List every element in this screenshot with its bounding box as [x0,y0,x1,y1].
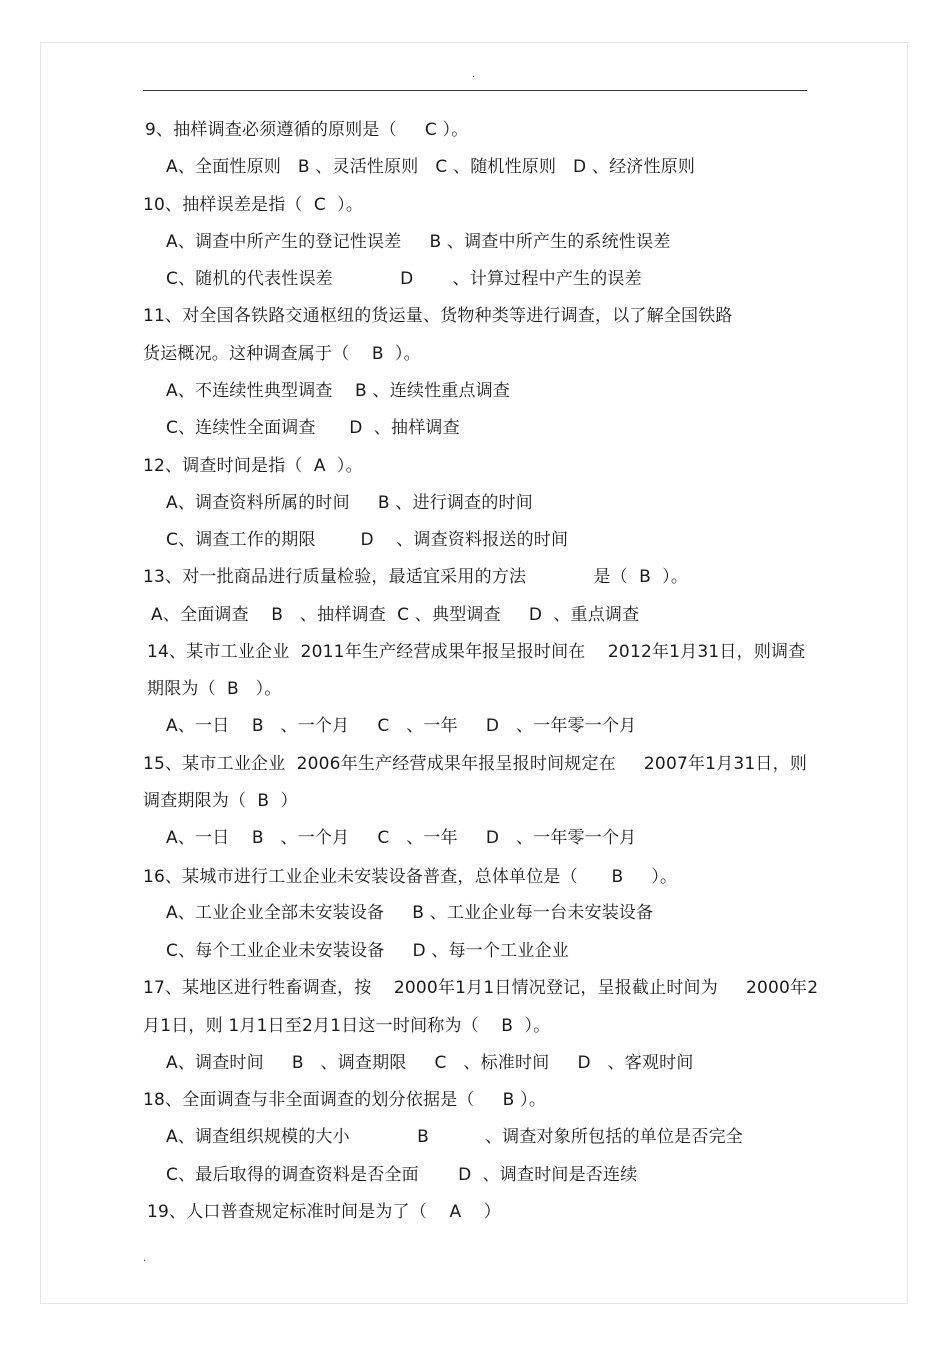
question-10-options-ab: A、调查中所产生的登记性误差 B 、调查中所产生的系统性误差 [166,232,671,252]
question-12-options-ab: A、调查资料所属的时间 B 、进行调查的时间 [166,493,533,513]
question-10: 10、抽样误差是指（ C ）。 [143,195,364,215]
question-11-options-cd: C、连续性全面调查 D 、抽样调查 [166,418,460,438]
question-16-options-ab: A、工业企业全部未安装设备 B 、工业企业每一台未安装设备 [166,903,654,923]
question-11: 11、对全国各铁路交通枢纽的货运量、货物种类等进行调查，以了解全国铁路 [143,306,733,326]
header-dot: . [472,69,476,80]
question-9: 9、抽样调查必须遵循的原则是（ C ）。 [145,120,469,140]
question-12-options-cd: C、调查工作的期限 D 、调查资料报送的时间 [166,530,569,550]
question-16: 16、某城市进行工业企业未安装设备普查，总体单位是（ B ）。 [143,867,678,887]
question-18: 18、全面调查与非全面调查的划分依据是（ B ）。 [143,1090,547,1110]
question-15: 15、某市工业企业 2006年生产经营成果年报呈报时间规定在 2007年1月31日，则 [143,754,808,774]
question-18-options-ab: A、调查组织规模的大小 B 、调查对象所包括的单位是否完全 [166,1127,743,1147]
question-19: 19、人口普查规定标准时间是为了（ A ） [147,1202,501,1222]
question-15-options: A、一日 B 、一个月 C 、一年 D 、一年零一个月 [166,828,637,848]
question-14-continued: 期限为（ B ）。 [147,679,282,699]
question-15-continued: 调查期限为（ B ） [143,791,298,811]
question-14-options: A、一日 B 、一个月 C 、一年 D 、一年零一个月 [166,716,637,736]
question-13-options: A、全面调查 B 、抽样调查 C 、典型调查 D 、重点调查 [151,605,640,625]
question-17-continued: 月1日，则 1月1日至2月1日这一时间称为（ B ）。 [143,1016,551,1036]
question-14: 14、某市工业企业 2011年生产经营成果年报呈报时间在 2012年1月31日，则调查 [147,642,806,662]
question-18-options-cd: C、最后取得的调查资料是否全面 D 、调查时间是否连续 [166,1165,638,1185]
header-rule [143,90,807,91]
question-17-options: A、调查时间 B 、调查期限 C 、标准时间 D 、客观时间 [166,1053,694,1073]
question-11-options-ab: A、不连续性典型调查 B 、连续性重点调查 [166,381,511,401]
footer-dot: . [143,1253,147,1264]
question-9-options: A、全面性原则 B 、灵活性原则 C 、随机性原则 D 、经济性原则 [166,157,696,177]
question-11-continued: 货运概况。这种调查属于（ B ）。 [143,344,421,364]
question-16-options-cd: C、每个工业企业未安装设备 D 、每一个工业企业 [166,941,569,961]
question-10-options-cd: C、随机的代表性误差 D 、计算过程中产生的误差 [166,269,642,289]
question-17: 17、某地区进行牲畜调查，按 2000年1月1日情况登记，呈报截止时间为 2000年2 [143,978,819,998]
question-13: 13、对一批商品进行质量检验，最适宜采用的方法 是（ B ）。 [143,567,689,587]
question-12: 12、调查时间是指（ A ）。 [143,456,363,476]
